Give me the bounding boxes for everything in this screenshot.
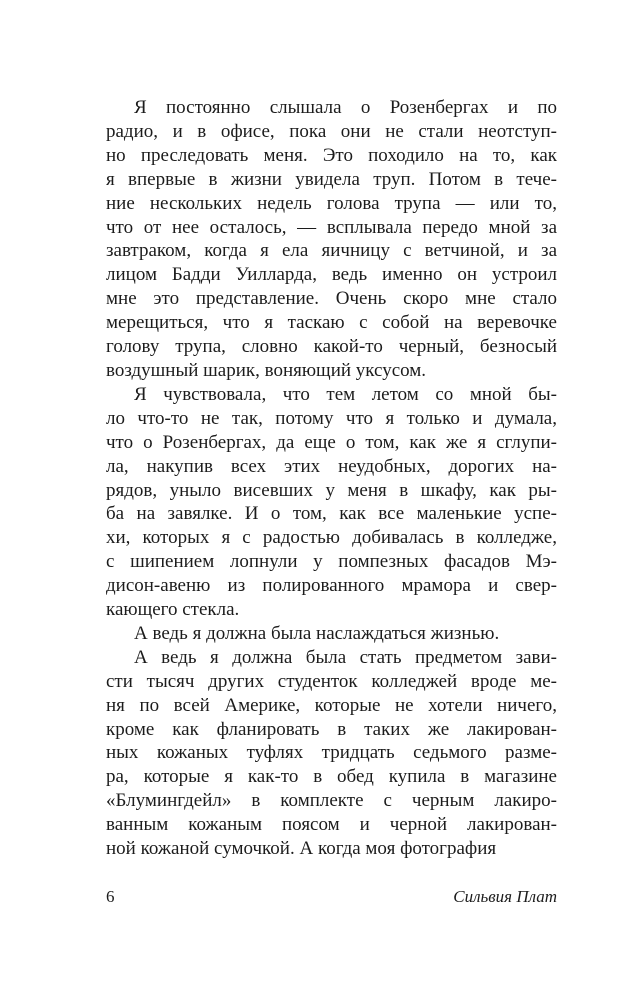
text-line: что о Розенбергах, да еще о том, как же я сглупи- bbox=[106, 431, 557, 453]
paragraph bbox=[106, 383, 557, 622]
text-line: Я чувствовала, что тем летом со мной бы- bbox=[134, 383, 557, 405]
author-name: Сильвия Плат bbox=[453, 887, 557, 906]
text-line: с шипением лопнули у помпезных фасадов Мэ- bbox=[106, 551, 557, 573]
text-line: ванным кожаным поясом и черной лакирован- bbox=[106, 814, 557, 836]
text-line: дисон-авеню из полированного мрамора и свер- bbox=[106, 575, 557, 597]
text-line: завтраком, когда я ела яичницу с ветчиной, и за bbox=[106, 240, 557, 262]
paragraph bbox=[106, 96, 557, 383]
text-line: ных кожаных туфлях тридцать седьмого разме- bbox=[106, 742, 557, 764]
text-line: что от нее осталось, — всплывала передо мной за bbox=[106, 216, 557, 238]
text-line: ло что-то не так, потому что я только и думала, bbox=[106, 407, 557, 429]
text-line: лицом Бадди Уилларда, ведь именно он устроил bbox=[106, 264, 557, 286]
text-line: ня по всей Америке, которые не хотели ничего, bbox=[106, 694, 557, 716]
text-line: кроме как фланировать в таких же лакирован- bbox=[106, 718, 557, 740]
text-line: ла, накупив всех этих неудобных, дорогих на- bbox=[106, 455, 557, 477]
text-line: мне это представление. Очень скоро мне стало bbox=[106, 288, 557, 310]
text-line: голову трупа, словно какой-то черный, безносый bbox=[106, 336, 557, 358]
text-line: сти тысяч других студенток колледжей вроде ме- bbox=[106, 670, 557, 692]
text-line: кающего стекла. bbox=[106, 599, 240, 621]
paragraph bbox=[106, 646, 557, 861]
text-line: ба на завялке. И о том, как все маленькие успе- bbox=[106, 503, 557, 525]
page-footer bbox=[106, 887, 557, 907]
text-line: ние нескольких недель голова трупа — или то, bbox=[106, 192, 557, 214]
text-line: мерещиться, что я таскаю с собой на веревочке bbox=[106, 312, 557, 334]
text-line: ра, которые я как-то в обед купила в магазине bbox=[106, 766, 557, 788]
text-line: я впервые в жизни увидела труп. Потом в тече- bbox=[106, 168, 557, 190]
text-line: радио, и в офисе, пока они не стали неотступ- bbox=[106, 120, 557, 142]
text-line: «Блумингдейл» в комплекте с черным лакиро- bbox=[106, 790, 557, 812]
paragraph bbox=[106, 622, 557, 646]
page-number: 6 bbox=[106, 887, 115, 906]
text-line: Я постоянно слышала о Розенбергах и по bbox=[134, 97, 557, 118]
text-line: А ведь я должна была стать предметом зави- bbox=[134, 646, 557, 668]
text-line: воздушный шарик, воняющий уксусом. bbox=[106, 359, 427, 381]
text-line: А ведь я должна была наслаждаться жизнью. bbox=[134, 622, 500, 644]
page-text bbox=[106, 96, 557, 861]
text-line: но преследовать меня. Это походило на то, как bbox=[106, 144, 557, 166]
text-line: ной кожаной сумочкой. А когда моя фотография bbox=[106, 838, 497, 860]
text-line: хи, которых я с радостью добивалась в колледже, bbox=[106, 527, 557, 549]
text-line: рядов, уныло висевших у меня в шкафу, как ры- bbox=[106, 479, 557, 501]
